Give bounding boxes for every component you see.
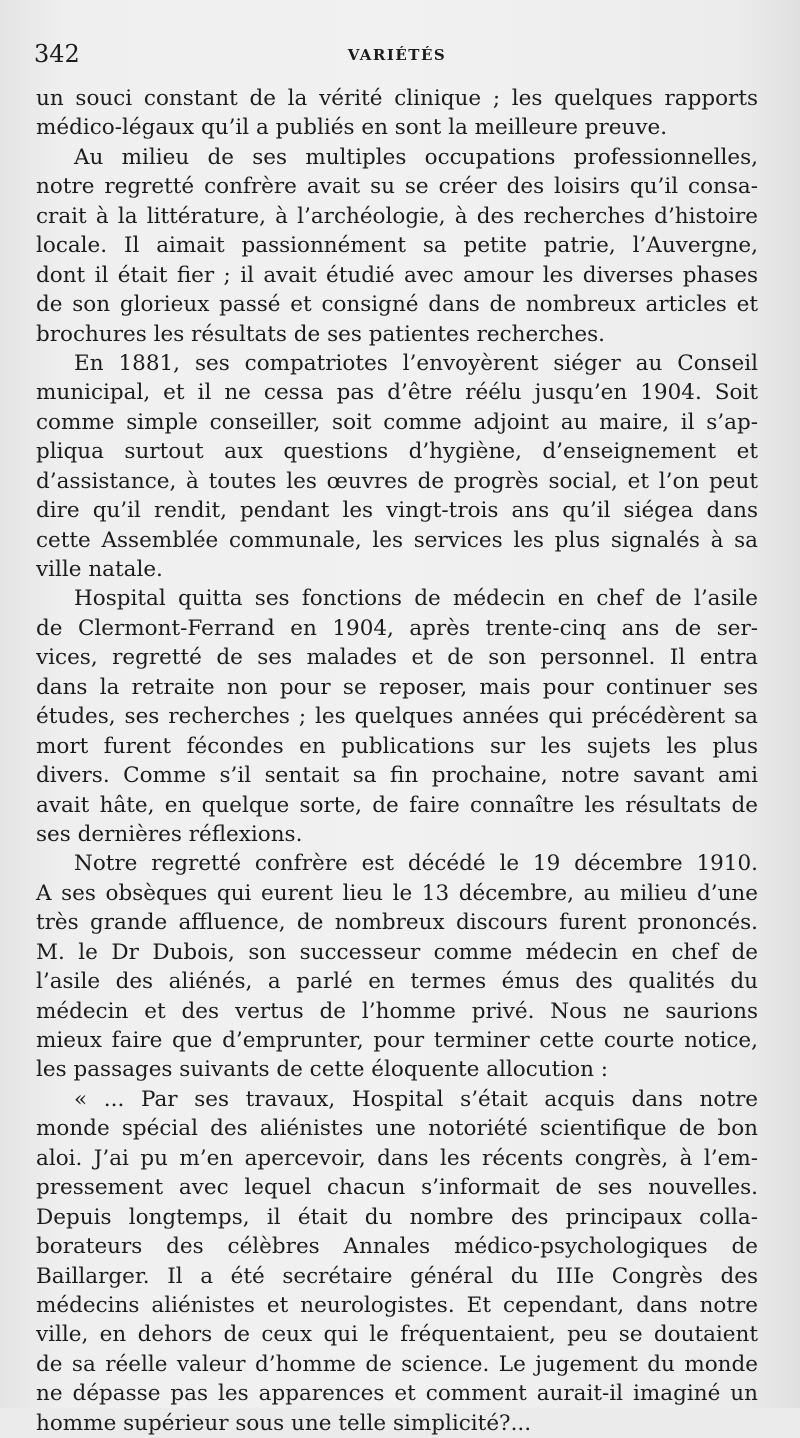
text-line: études, ses recherches ; les quelques années qui précédèrent sa bbox=[36, 704, 758, 730]
text-line: mort furent fécondes en publications sur les sujets les plus bbox=[36, 733, 758, 759]
text-line: aloi. J’ai pu m’en apercevoir, dans les récents congrès, à l’em- bbox=[36, 1145, 758, 1171]
page-header bbox=[34, 40, 760, 74]
text-line: En 1881, ses compatriotes l’envoyèrent siéger au Conseil bbox=[74, 350, 758, 376]
text-line: mieux faire que d’emprunter, pour terminer cette courte notice, bbox=[36, 1028, 758, 1053]
text-line: d’assistance, à toutes les œuvres de progrès social, et l’on peut bbox=[36, 468, 758, 494]
text-line: cette Assemblée communale, les services les plus signalés à sa bbox=[36, 527, 758, 553]
text-line: Au milieu de ses multiples occupations professionnelles, bbox=[74, 144, 758, 170]
text-line: municipal, et il ne cessa pas d’être réélu jusqu’en 1904. Soit bbox=[36, 380, 758, 406]
text-line: de Clermont-Ferrand en 1904, après trente-cinq ans de ser- bbox=[36, 615, 758, 641]
text-line: monde spécial des aliénistes une notoriété scientifique de bon bbox=[36, 1116, 758, 1142]
text-line: notre regretté confrère avait su se créer des loisirs qu’il consa- bbox=[36, 174, 758, 200]
text-line: vices, regretté de ses malades et de son personnel. Il entra bbox=[36, 645, 758, 671]
text-line: ne dépasse pas les apparences et comment aurait-il imaginé un bbox=[36, 1381, 758, 1407]
text-line: ses dernières réflexions. bbox=[36, 821, 303, 847]
text-line: un souci constant de la vérité clinique ; les quelques rapports bbox=[36, 86, 758, 111]
text-line: A ses obsèques qui eurent lieu le 13 décembre, au milieu d’une bbox=[36, 880, 758, 906]
text-line: crait à la littérature, à l’archéologie, à des recherches d’histoire bbox=[36, 203, 758, 229]
text-line: pressement avec lequel chacun s’informait de ses nouvelles. bbox=[36, 1175, 758, 1201]
text-line: homme supérieur sous une telle simplicité?... bbox=[36, 1410, 532, 1436]
text-line: Notre regretté confrère est décédé le 19 décembre 1910. bbox=[74, 851, 758, 877]
text-line: brochures les résultats de ses patientes recherches. bbox=[36, 321, 605, 347]
text-line: médecins aliénistes et neurologistes. Et cependant, dans notre bbox=[36, 1292, 758, 1318]
text-line: M. le Dr Dubois, son successeur comme médecin en chef de bbox=[36, 939, 758, 965]
text-line: l’asile des aliénés, a parlé en termes émus des qualités du bbox=[36, 969, 758, 995]
page-number: 342 bbox=[34, 40, 80, 68]
text-line: borateurs des célèbres Annales médico-psychologiques de bbox=[36, 1234, 758, 1260]
text-line: de sa réelle valeur d’homme de science. Le jugement du monde bbox=[36, 1351, 758, 1377]
text-line: divers. Comme s’il sentait sa fin prochaine, notre savant ami bbox=[36, 763, 758, 789]
text-line: ville natale. bbox=[36, 557, 163, 582]
text-line: locale. Il aimait passionnément sa petite patrie, l’Auvergne, bbox=[36, 233, 758, 259]
text-line: Hospital quitta ses fonctions de médecin en chef de l’asile bbox=[74, 586, 758, 612]
text-line: « ... Par ses travaux, Hospital s’était acquis dans notre bbox=[74, 1086, 758, 1112]
text-line: de son glorieux passé et consigné dans de nombreux articles et bbox=[36, 292, 758, 318]
text-line: les passages suivants de cette éloquente allocution : bbox=[36, 1057, 608, 1083]
text-line: comme simple conseiller, soit comme adjoint au maire, il s’ap- bbox=[36, 409, 758, 435]
text-line: dont il était fier ; il avait étudié avec amour les diverses phases bbox=[36, 262, 758, 288]
text-line: médico-légaux qu’il a publiés en sont la meilleure preuve. bbox=[36, 115, 668, 141]
text-line: pliqua surtout aux questions d’hygiène, d’enseignement et bbox=[36, 439, 758, 465]
text-line: dans la retraite non pour se reposer, mais pour continuer ses bbox=[36, 674, 758, 700]
text-line: avait hâte, en quelque sorte, de faire connaître les résultats de bbox=[36, 792, 758, 818]
text-line: Depuis longtemps, il était du nombre des principaux colla- bbox=[36, 1204, 758, 1230]
text-line: très grande affluence, de nombreux discours furent prononcés. bbox=[36, 910, 758, 936]
running-title: VARIÉTÉS bbox=[347, 46, 447, 64]
text-line: ville, en dehors de ceux qui le fréquentaient, peu se doutaient bbox=[36, 1322, 758, 1348]
text-line: médecin et des vertus de l’homme privé. Nous ne saurions bbox=[36, 998, 758, 1024]
text-line: dire qu’il rendit, pendant les vingt-trois ans qu’il siégea dans bbox=[36, 498, 758, 524]
text-line: Baillarger. Il a été secrétaire général du IIIe Congrès des bbox=[36, 1263, 758, 1289]
body-text bbox=[36, 84, 758, 1438]
